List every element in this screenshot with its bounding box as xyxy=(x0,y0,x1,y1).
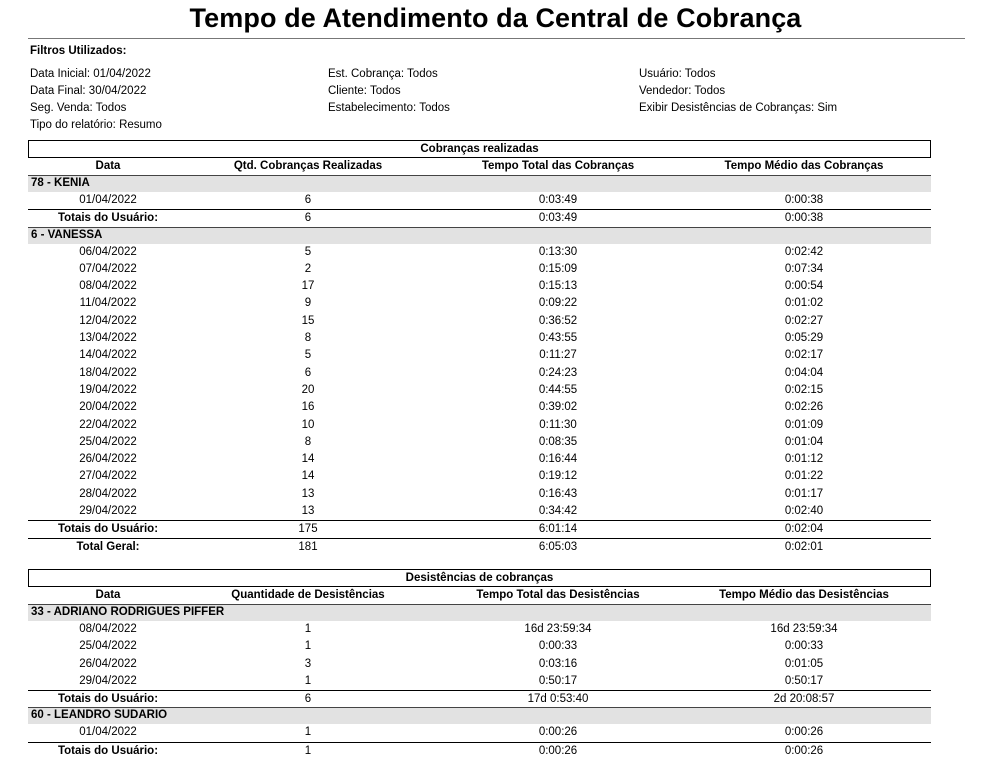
user-total-quantity: 175 xyxy=(298,523,318,536)
table-row xyxy=(28,244,931,261)
row-total-time: 0:39:02 xyxy=(538,401,578,414)
row-total-time: 0:16:44 xyxy=(538,453,578,466)
filters-column-1 xyxy=(30,66,162,134)
user-name: 60 - LEANDRO SUDARIO xyxy=(31,709,168,722)
row-quantity: 8 xyxy=(304,332,312,345)
row-date: 08/04/2022 xyxy=(79,280,137,293)
user-total-time: 17d 0:53:40 xyxy=(527,693,589,706)
row-date: 07/04/2022 xyxy=(79,262,137,275)
row-quantity: 1 xyxy=(304,640,312,653)
row-date: 08/04/2022 xyxy=(79,623,137,635)
table-row xyxy=(28,503,931,520)
row-quantity: 2 xyxy=(304,262,312,275)
filter-exibir-desistencias: Exibir Desistências de Cobranças: Sim xyxy=(639,102,838,114)
row-total-time: 0:44:55 xyxy=(538,383,578,396)
filter-data-final: Data Final: 30/04/2022 xyxy=(30,85,147,97)
row-quantity: 14 xyxy=(301,453,315,466)
row-date: 27/04/2022 xyxy=(79,470,137,483)
filter-cliente: Cliente: Todos xyxy=(328,85,401,97)
row-date: 11/04/2022 xyxy=(79,297,137,310)
user-total-time: 0:00:26 xyxy=(538,744,578,757)
user-total-average: 0:00:38 xyxy=(784,212,824,225)
row-quantity: 14 xyxy=(301,470,315,483)
row-total-time: 0:08:35 xyxy=(538,435,578,448)
row-date: 20/04/2022 xyxy=(79,401,137,414)
row-total-time: 0:11:27 xyxy=(539,349,577,362)
row-date: 01/04/2022 xyxy=(79,194,137,206)
filter-tipo-relatorio: Tipo do relatório: Resumo xyxy=(30,119,162,131)
row-quantity: 17 xyxy=(301,280,315,293)
row-date: 22/04/2022 xyxy=(79,418,137,431)
table-row xyxy=(28,417,931,434)
filter-data-inicial: Data Inicial: 01/04/2022 xyxy=(30,68,151,80)
section-title: Desistências de cobranças xyxy=(28,569,931,587)
row-total-time: 0:34:42 xyxy=(538,505,578,518)
user-group-header xyxy=(28,707,931,724)
row-date: 25/04/2022 xyxy=(79,640,137,653)
user-name: 78 - KENIA xyxy=(31,177,90,189)
row-date: 29/04/2022 xyxy=(79,505,137,518)
row-quantity: 8 xyxy=(304,435,312,448)
table-header xyxy=(28,158,931,175)
row-average-time: 0:02:17 xyxy=(784,349,824,362)
row-average-time: 0:02:27 xyxy=(784,314,824,327)
user-total-row xyxy=(28,209,931,226)
header-tempo-total: Tempo Total das Desistências xyxy=(476,589,640,601)
table-row xyxy=(28,399,931,416)
table-row xyxy=(28,313,931,330)
grand-total-average: 0:02:01 xyxy=(784,540,824,553)
row-average-time: 0:01:02 xyxy=(784,297,824,310)
row-date: 18/04/2022 xyxy=(79,366,137,379)
user-total-row xyxy=(28,742,931,759)
row-quantity: 10 xyxy=(301,418,315,431)
row-total-time: 0:24:23 xyxy=(538,366,578,379)
table-row xyxy=(28,295,931,312)
table-row xyxy=(28,382,931,399)
row-quantity: 13 xyxy=(301,487,315,500)
row-average-time: 0:02:42 xyxy=(784,245,824,258)
user-total-label: Totais do Usuário: xyxy=(57,212,159,225)
section-title: Cobranças realizadas xyxy=(28,140,931,158)
table-row xyxy=(28,621,931,638)
user-total-label: Totais do Usuário: xyxy=(57,693,159,706)
table-row xyxy=(28,638,931,655)
user-group-header xyxy=(28,175,931,192)
row-quantity: 6 xyxy=(304,194,312,206)
filter-estabelecimento: Estabelecimento: Todos xyxy=(328,102,450,114)
user-total-average: 2d 20:08:57 xyxy=(773,693,835,706)
row-average-time: 0:01:05 xyxy=(784,657,824,670)
filter-seg-venda: Seg. Venda: Todos xyxy=(30,102,127,114)
filter-est-cobranca: Est. Cobrança: Todos xyxy=(328,68,438,80)
filters-label: Filtros Utilizados: xyxy=(30,45,127,57)
row-average-time: 0:01:04 xyxy=(784,435,824,448)
row-date: 28/04/2022 xyxy=(79,487,137,500)
row-average-time: 0:00:38 xyxy=(784,194,824,206)
table-row xyxy=(28,347,931,364)
table-row xyxy=(28,724,931,741)
user-group-header xyxy=(28,604,931,621)
row-average-time: 0:01:17 xyxy=(784,487,824,500)
row-average-time: 0:04:04 xyxy=(784,366,824,379)
user-total-row xyxy=(28,690,931,707)
table-row xyxy=(28,365,931,382)
row-total-time: 0:03:16 xyxy=(538,657,578,670)
filters-column-2 xyxy=(328,66,450,117)
row-total-time: 0:43:55 xyxy=(538,332,578,345)
table-row xyxy=(28,278,931,295)
row-quantity: 20 xyxy=(301,383,315,396)
filter-vendedor: Vendedor: Todos xyxy=(639,85,726,97)
table-row xyxy=(28,261,931,278)
table-row xyxy=(28,673,931,690)
table-row xyxy=(28,468,931,485)
title-divider xyxy=(28,38,965,39)
row-date: 25/04/2022 xyxy=(79,435,137,448)
user-total-time: 0:03:49 xyxy=(538,212,578,225)
row-quantity: 1 xyxy=(304,623,312,635)
table-row xyxy=(28,434,931,451)
row-quantity: 1 xyxy=(304,674,312,687)
row-average-time: 0:02:26 xyxy=(784,401,824,414)
row-average-time: 16d 23:59:34 xyxy=(770,623,838,635)
row-total-time: 0:09:22 xyxy=(538,297,578,310)
header-quantidade: Quantidade de Desistências xyxy=(231,589,385,601)
row-quantity: 13 xyxy=(301,505,315,518)
row-average-time: 0:05:29 xyxy=(784,332,824,345)
table-row xyxy=(28,330,931,347)
header-tempo-total: Tempo Total das Cobranças xyxy=(481,160,635,172)
row-date: 26/04/2022 xyxy=(79,453,137,466)
user-name: 6 - VANESSA xyxy=(31,228,103,241)
row-quantity: 5 xyxy=(304,245,312,258)
row-average-time: 0:07:34 xyxy=(784,262,824,275)
table-header xyxy=(28,587,931,604)
header-tempo-medio: Tempo Médio das Cobranças xyxy=(724,160,884,172)
header-data: Data xyxy=(95,160,121,172)
row-quantity: 16 xyxy=(301,401,315,414)
row-quantity: 3 xyxy=(304,657,312,670)
grand-total-label: Total Geral: xyxy=(76,540,140,553)
user-name: 33 - ADRIANO RODRIGUES PIFFER xyxy=(31,606,225,618)
row-average-time: 0:50:17 xyxy=(784,674,824,687)
row-average-time: 0:01:12 xyxy=(784,453,824,466)
row-quantity: 5 xyxy=(304,349,312,362)
row-total-time: 0:13:30 xyxy=(538,245,578,258)
table-row xyxy=(28,486,931,503)
header-tempo-medio: Tempo Médio das Desistências xyxy=(719,589,889,601)
row-total-time: 0:15:09 xyxy=(538,262,578,275)
row-quantity: 1 xyxy=(304,726,312,739)
row-date: 12/04/2022 xyxy=(79,314,137,327)
row-average-time: 0:02:15 xyxy=(784,383,824,396)
user-group-header xyxy=(28,227,931,244)
row-quantity: 6 xyxy=(304,366,312,379)
row-date: 26/04/2022 xyxy=(79,657,137,670)
row-total-time: 16d 23:59:34 xyxy=(524,623,592,635)
row-date: 13/04/2022 xyxy=(79,332,137,345)
row-total-time: 0:16:43 xyxy=(538,487,578,500)
user-total-label: Totais do Usuário: xyxy=(57,523,159,536)
user-total-label: Totais do Usuário: xyxy=(57,744,159,757)
report-title: Tempo de Atendimento da Central de Cobrança xyxy=(189,3,802,33)
row-total-time: 0:11:30 xyxy=(539,418,577,431)
row-date: 19/04/2022 xyxy=(79,383,137,396)
header-data: Data xyxy=(95,589,121,601)
user-total-time: 6:01:14 xyxy=(538,523,578,536)
row-quantity: 9 xyxy=(304,297,312,310)
header-quantidade: Qtd. Cobranças Realizadas xyxy=(233,160,383,172)
user-total-average: 0:00:26 xyxy=(784,744,824,757)
grand-total-time: 6:05:03 xyxy=(538,540,578,553)
row-average-time: 0:02:40 xyxy=(784,505,824,518)
user-total-quantity: 6 xyxy=(304,693,312,706)
row-total-time: 0:15:13 xyxy=(538,280,578,293)
user-total-quantity: 1 xyxy=(304,744,312,757)
row-average-time: 0:01:09 xyxy=(784,418,824,431)
table-row xyxy=(28,656,931,673)
grand-total-quantity: 181 xyxy=(298,540,318,553)
row-average-time: 0:01:22 xyxy=(784,470,824,483)
cobrancas-section xyxy=(28,140,931,555)
filter-usuario: Usuário: Todos xyxy=(639,68,716,80)
row-total-time: 0:36:52 xyxy=(538,314,578,327)
table-row xyxy=(28,192,931,209)
row-total-time: 0:50:17 xyxy=(538,674,578,687)
filters-column-3 xyxy=(639,66,837,117)
row-date: 29/04/2022 xyxy=(79,674,137,687)
row-total-time: 0:19:12 xyxy=(538,470,578,483)
row-total-time: 0:00:26 xyxy=(538,726,578,739)
row-average-time: 0:00:33 xyxy=(784,640,824,653)
row-average-time: 0:00:54 xyxy=(784,280,824,293)
row-date: 01/04/2022 xyxy=(79,726,137,739)
user-total-row xyxy=(28,520,931,537)
table-row xyxy=(28,451,931,468)
row-quantity: 15 xyxy=(301,314,315,327)
user-total-average: 0:02:04 xyxy=(784,523,824,536)
row-total-time: 0:03:49 xyxy=(538,194,578,206)
row-date: 06/04/2022 xyxy=(79,245,137,258)
row-total-time: 0:00:33 xyxy=(538,640,578,653)
user-total-quantity: 6 xyxy=(304,212,312,225)
row-date: 14/04/2022 xyxy=(79,349,137,362)
row-average-time: 0:00:26 xyxy=(784,726,824,739)
desistencias-section xyxy=(28,569,931,759)
grand-total-row xyxy=(28,538,931,555)
